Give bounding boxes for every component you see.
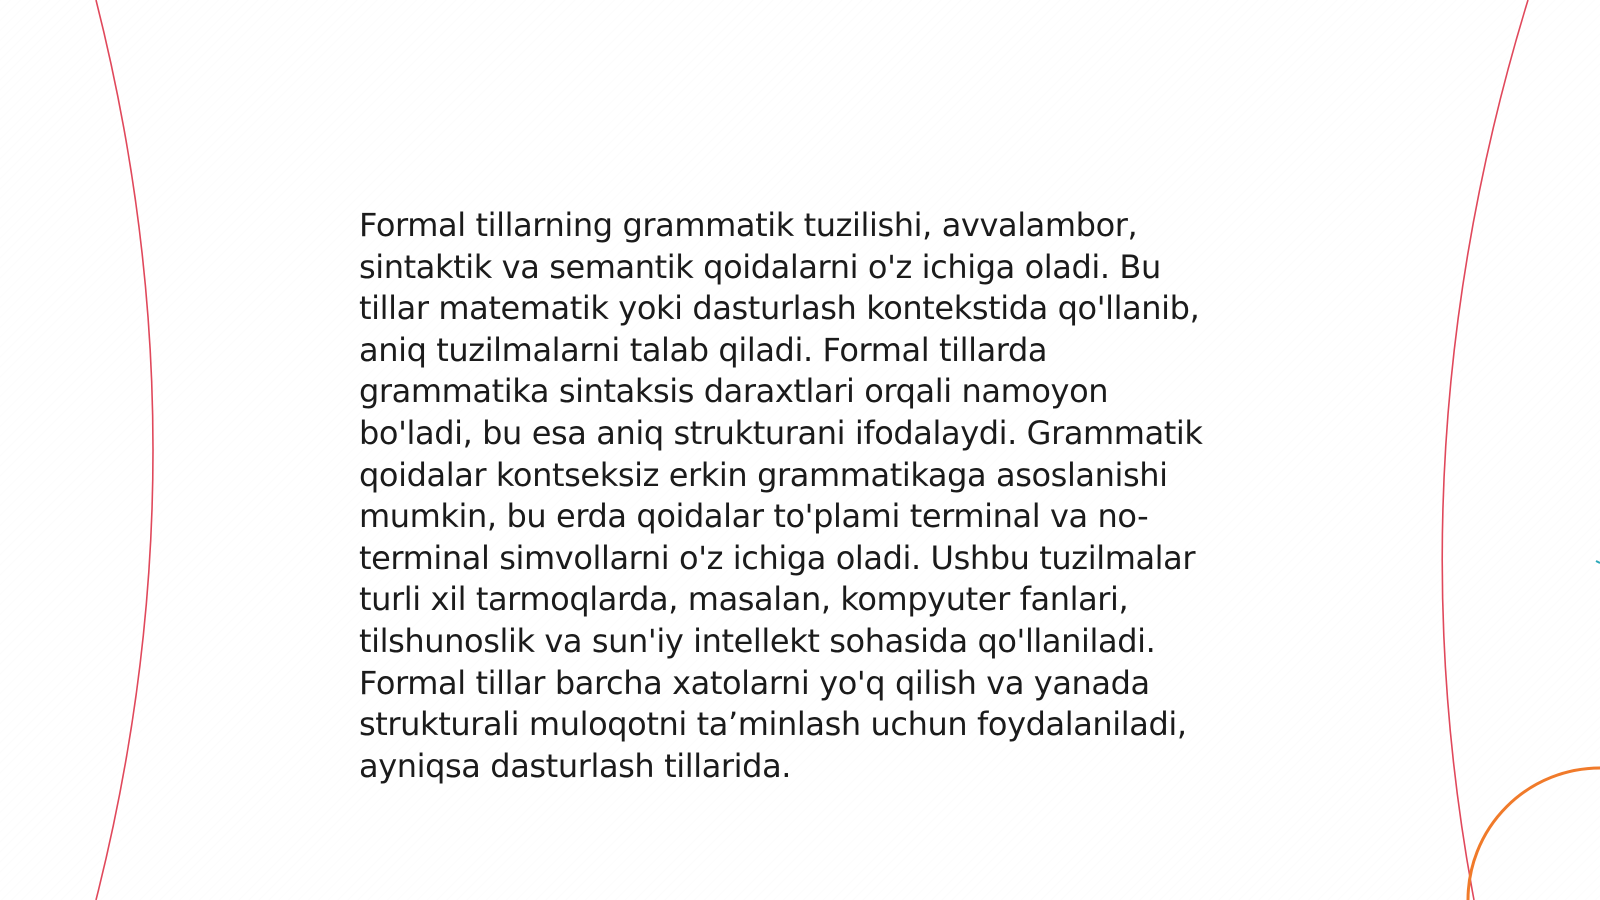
teal-accent-mark bbox=[1596, 561, 1600, 563]
orange-circle-arc bbox=[1468, 768, 1600, 900]
body-paragraph: Formal tillarning grammatik tuzilishi, avvalambor, sintaktik va semantik qoidalarni o'z ichiga oladi. Bu tillar matematik yoki dasturlash kontekstida qo'llanib, aniq tuzilmalarni talab qiladi. Formal tillarda grammatika sintaksis daraxtlari orqali namoyon bo'ladi, bu esa aniq strukturani ifodalaydi. Grammatik qoidalar kontseksiz erkin grammatikaga asoslanishi mumkin, bu erda qoidalar to'plami terminal va no- terminal simvollarni o'z ichiga oladi. Ushbu tuzilmalar turli xil tarmoqlarda, masalan, kompyuter fanlari, tilshunoslik va sun'iy intellekt sohasida qo'llaniladi. Formal tillar barcha xatolarni yo'q qilish va yanada strukturali muloqotni ta’minlash uchun foydalaniladi, ayniqsa dasturlash tillarida. bbox=[359, 206, 1203, 785]
right-red-arc bbox=[1442, 0, 1528, 900]
left-red-arc bbox=[96, 0, 153, 900]
